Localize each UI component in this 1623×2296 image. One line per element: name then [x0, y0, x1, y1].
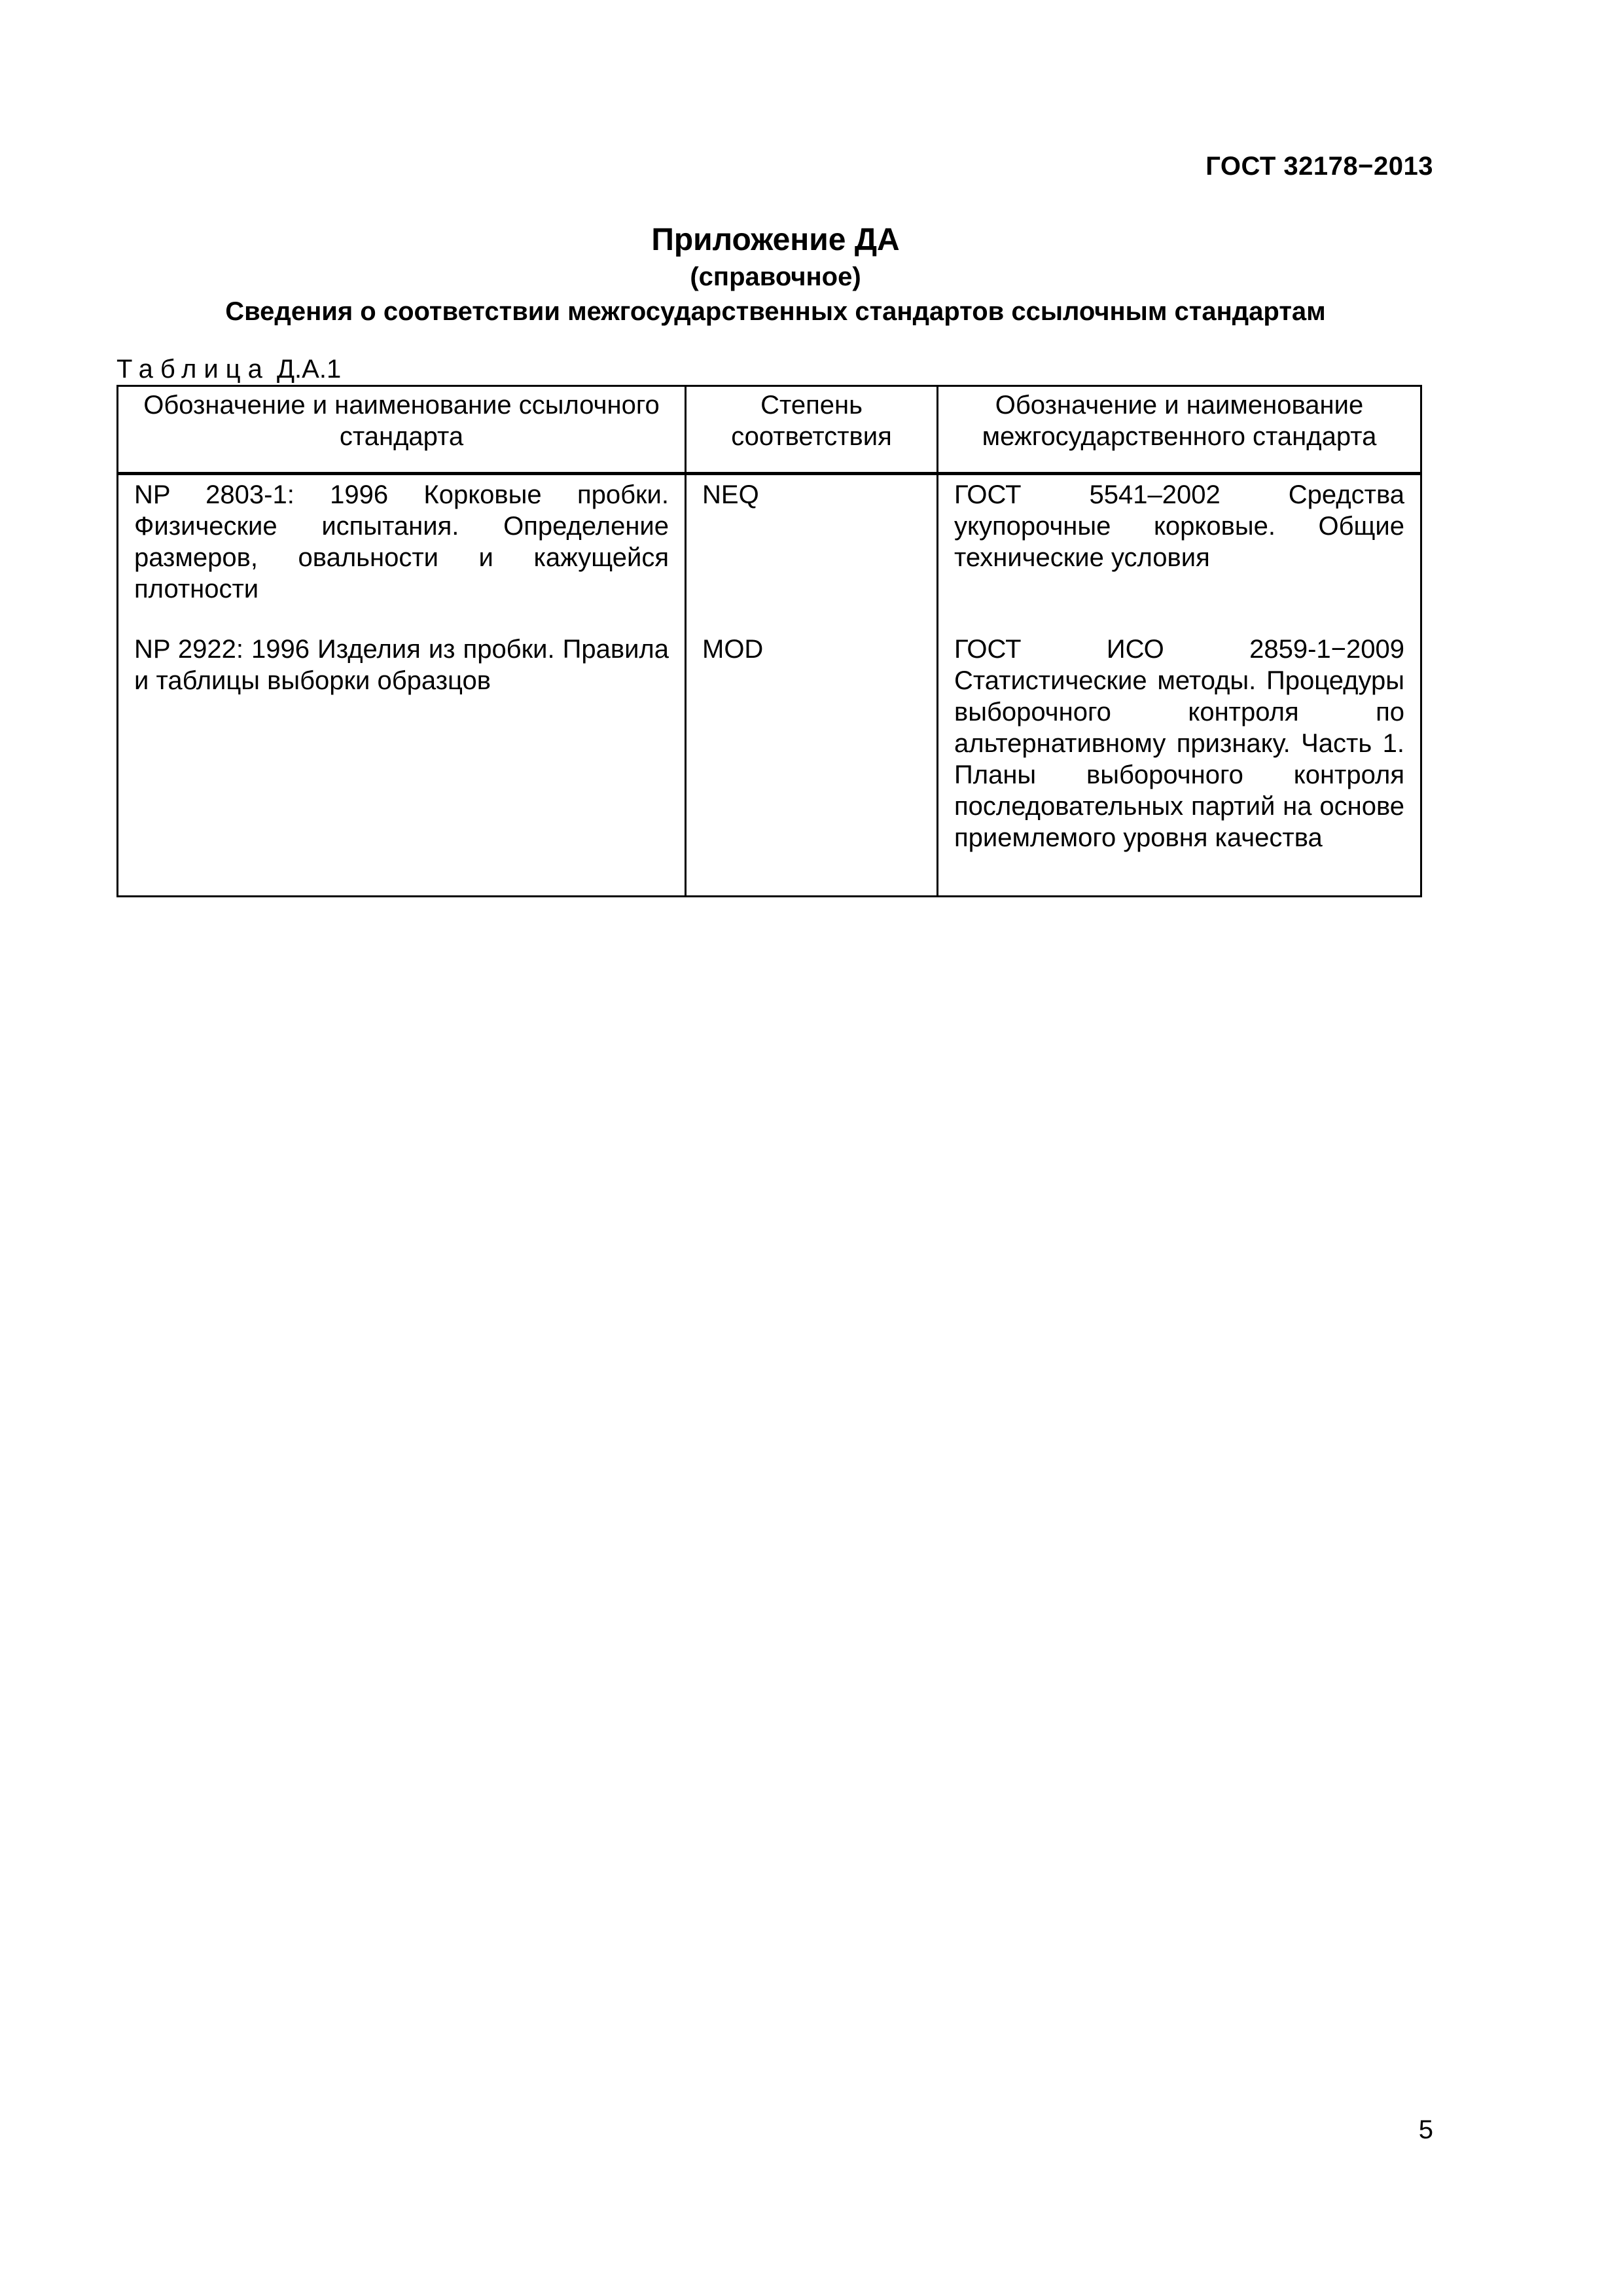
appendix-subtitle: Сведения о соответствии межгосударственных стандартов ссылочным стандартам [225, 297, 1326, 326]
cell-degree: NEQ [686, 474, 938, 630]
table-row [118, 474, 1421, 630]
appendix-kind: (справочное) [690, 262, 861, 291]
appendix-title: Приложение ДА [651, 223, 900, 257]
table-row [118, 630, 1421, 897]
table-caption-word: Таблица [116, 355, 270, 384]
document-code: ГОСТ 32178−2013 [1205, 152, 1433, 181]
header-degree-of-correspondence: Степень соответствия [686, 386, 938, 474]
header-interstate-standard: Обозначение и наименование межгосударственного стандарта [938, 386, 1421, 474]
table-caption [116, 353, 341, 385]
table-caption-number: Д.А.1 [276, 355, 342, 384]
cell-reference-standard: NP 2803-1: 1996 Корковые пробки. Физические испытания. Определение размеров, овальности и кажущейся плотности [118, 474, 686, 630]
correspondence-table [116, 385, 1422, 897]
appendix-header [0, 220, 1551, 330]
cell-reference-standard: NP 2922: 1996 Изделия из пробки. Правила и таблицы выборки образцов [118, 630, 686, 897]
header-reference-standard: Обозначение и наименование ссылочного стандарта [118, 386, 686, 474]
cell-interstate-standard: ГОСТ ИСО 2859-1−2009 Статистические методы. Процедуры выборочного контроля по альтернативному признаку. Часть 1. Планы выборочного контроля последовательных партий на основе приемлемого уровня качества [938, 630, 1421, 897]
cell-interstate-standard: ГОСТ 5541–2002 Средства укупорочные корковые. Общие технические условия [938, 474, 1421, 630]
table-header-row [118, 386, 1421, 474]
cell-degree: MOD [686, 630, 938, 897]
page-number: 5 [1418, 2115, 1433, 2144]
